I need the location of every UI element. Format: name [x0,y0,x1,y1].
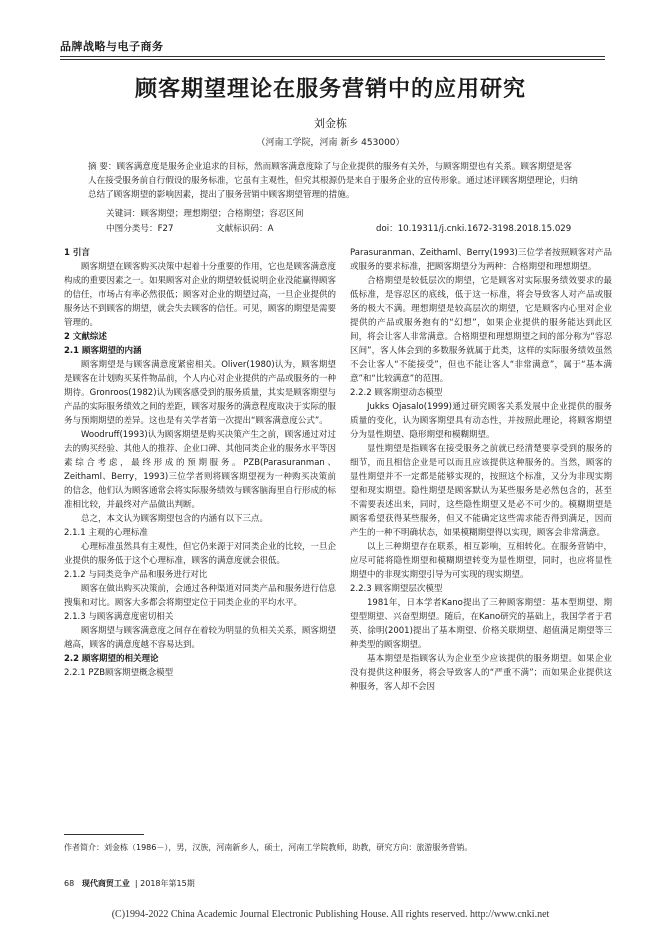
paragraph: 心理标准虽然具有主观性，但它仍来源于对同类企业的比较，一旦企业提供的服务低于这个心理标准，顾客的满意度就会很低。 [64,542,337,566]
keywords: 关键词：顾客期望；理想期望；合格期望；容忍区间 [106,209,304,219]
article-title: 顾客期望理论在服务营销中的应用研究 [134,77,526,102]
page-number: 68 [64,879,75,888]
paragraph: 1981年，日本学者Kano提出了三种顾客期望：基本型期望、期望型期望、兴奋型期望。随后，在Kano研究的基础上，我国学者于君英、徐明(2001)提出了基本期望、价格关联期望、超值满足期望等三种类型的顾客期望。 [350,598,612,650]
paragraph: Parasuranman、Zeithaml、Berry(1993)三位学者按照顾客对产品或服务的要求标准，把顾客期望分为两种：合格期望和理想期望。 [350,248,612,272]
column-tag: 品牌战略与电子商务 [60,40,164,53]
left-column [64,246,336,680]
subsubsection-heading: 2.2.1 PZB顾客期望概念模型 [64,668,174,678]
paragraph: Jukks Ojasalo(1999)通过研究顾客关系发展中企业提供的服务质量的变化，认为顾客期望具有动态性，并按照此理论，将顾客期望分为显性期望、隐形期望和模糊期望。 [350,402,612,440]
subsubsection-heading: 2.1.2 与同类竞争产品和服务进行对比 [64,570,208,580]
paragraph: 顾客期望在顾客购买决策中起着十分重要的作用，它也是顾客满意度构成的重要因素之一。如果顾客对企业的期望较低说明企业没能赢得顾客的信任，市场占有率必然很低；顾客对企业的期望过高，一旦企业提供的服务达不到顾客的期望，就会失去顾客的信任。可见，顾客的期望是需要管理的。 [64,262,337,328]
subsubsection-heading: 2.1.1 主观的心理标准 [64,528,148,538]
paragraph: 合格期望是较低层次的期望，它是顾客对实际服务绩效要求的最低标准，是容忍区的底线，低于这一标准，将会导致客人对产品或服务的极大不满。理想期望是较高层次的期望，它是顾客内心里对企业提供的产品或服务抱有的“幻想”，如果企业提供的服务能达到此区间，将会让客人非常满意。合格期望和理想期望之间的部分称为“容忍区间”，客人体会到的多数服务就属于此类，这样的实际服务绩效虽然不会让客人“不能接受”，但也不能让客人“非常满意”，属于“基本满意”和“比较满意”的范围。 [350,276,612,384]
subsubsection-heading: 2.1.3 与顾客满意度密切相关 [64,612,174,622]
right-column [350,246,612,694]
doi: doi：10.19311/j.cnki.1672-3198.2018.15.029 [376,224,572,234]
subsubsection-heading: 2.2.3 顾客期望层次模型 [350,584,443,594]
paragraph: Woodruff(1993)认为顾客期望是购买决策产生之前，顾客通过对过去的购买经验、其他人的推荐、企业口碑、其他同类企业的服务水平等因素综合考虑，最终形成的预期服务。PZB(Parasuranman、Zeithaml、Berry，1993)三位学者则将顾客期望视为一种购买决策前的信念，他们认为顾客通常会将实际服务绩效与顾客脑海里自行形成的标准相比较，并最终对产品做出判断。 [64,430,337,510]
subsection-heading: 2.2 顾客期望的相关理论 [64,654,159,664]
clc-code: 中图分类号：F27 [106,224,174,234]
paragraph: 顾客期望与顾客满意度之间存在着较为明显的负相关关系，顾客期望越高，顾客的满意度越不容易达到。 [64,626,337,650]
page-footer: 68 现代商贸工业 | 2018年第15期 [64,879,195,888]
subsubsection-heading: 2.2.2 顾客期望动态模型 [350,388,443,398]
document-code: 文献标识码：A [216,224,274,234]
section-heading: 2 文献综述 [64,332,107,342]
paragraph: 总之，本文认为顾客期望包含的内涵有以下三点。 [81,514,269,524]
affiliation: （河南工学院，河南 新乡 453000） [256,138,405,148]
author: 刘金栋 [314,117,347,130]
paragraph: 基本期望是指顾客认为企业至少应该提供的服务期望。如果企业没有提供这种服务，将会导致客人的“严重不满”；而如果企业提供这种服务，客人却不会因 [350,654,612,692]
subsection-heading: 2.1 顾客期望的内涵 [64,346,142,356]
header-rule-thin [60,59,605,60]
paragraph: 顾客在做出购买决策前，会通过各种渠道对同类产品和服务进行信息搜集和对比。顾客大多都会将期望定位于同类企业的平均水平。 [64,584,337,608]
paragraph: 显性期望是指顾客在接受服务之前就已经清楚要享受到的服务的细节，而且相信企业是可以而且应该提供这种服务的。当然，顾客的显性期望并不一定都是能够实现的，按照这个标准，又分为非现实期望和现实期望。隐性期望是顾客默认为某些服务是必然包含的，甚至不需要表述出来，同时，这些隐性期望又是必不可少的。模糊期望是顾客希望获得某些服务，但又不能确定这些需求能否得到满足，因而产生的一种不明确状态，如果模糊期望得以实现，顾客会非常满意。 [350,444,612,538]
footnote-rule [64,834,144,835]
author-footnote: 作者简介：刘金栋（1986－），男，汉族，河南新乡人，硕士，河南工学院教师，助教，研究方向：旅游服务营销。 [64,843,473,852]
paragraph: 以上三种期望存在联系，相互影响，互相转化。在服务营销中，应尽可能将隐性期望和模糊期望转变为显性期望，同时，也应将显性期望中的非现实期望引导为可实现的现实期望。 [350,542,612,580]
paragraph: 顾客期望是与顾客满意度紧密相关。Oliver(1980)认为，顾客期望是顾客在计划购买某件物品前，个人内心对企业提供的产品或服务的一种期待。Gronroos(1982)认为顾客感受到的服务质量，其实是顾客期望与产品的实际服务绩效之间的差距，顾客对服务的满意程度取决于实际的服务与预期期望的差异。这也是有关学者第一次提出“顾客满意度公式”。 [64,360,337,426]
section-heading: 1 引言 [64,248,90,258]
header-rule [60,56,605,57]
journal-name: 现代商贸工业 [81,879,130,888]
abstract: 摘 要：顾客满意度是服务企业追求的目标，然而顾客满意度除了与企业提供的服务有关外，与顾客期望也有关系。顾客期望是客人在接受服务前自行假设的服务标准，它虽有主观性，但究其根源仍是来自于服务企业的宣传形象。通过述评顾客期望理论，归纳总结了顾客期望的影响因素，提出了服务营销中顾客期望管理的措施。 [88,162,578,200]
issue: 2018年第15期 [140,879,195,888]
copyright-line: (C)1994-2022 China Academic Journal Electronic Publishing House. All rights reserved. http://www.cnki.net [111,909,550,920]
